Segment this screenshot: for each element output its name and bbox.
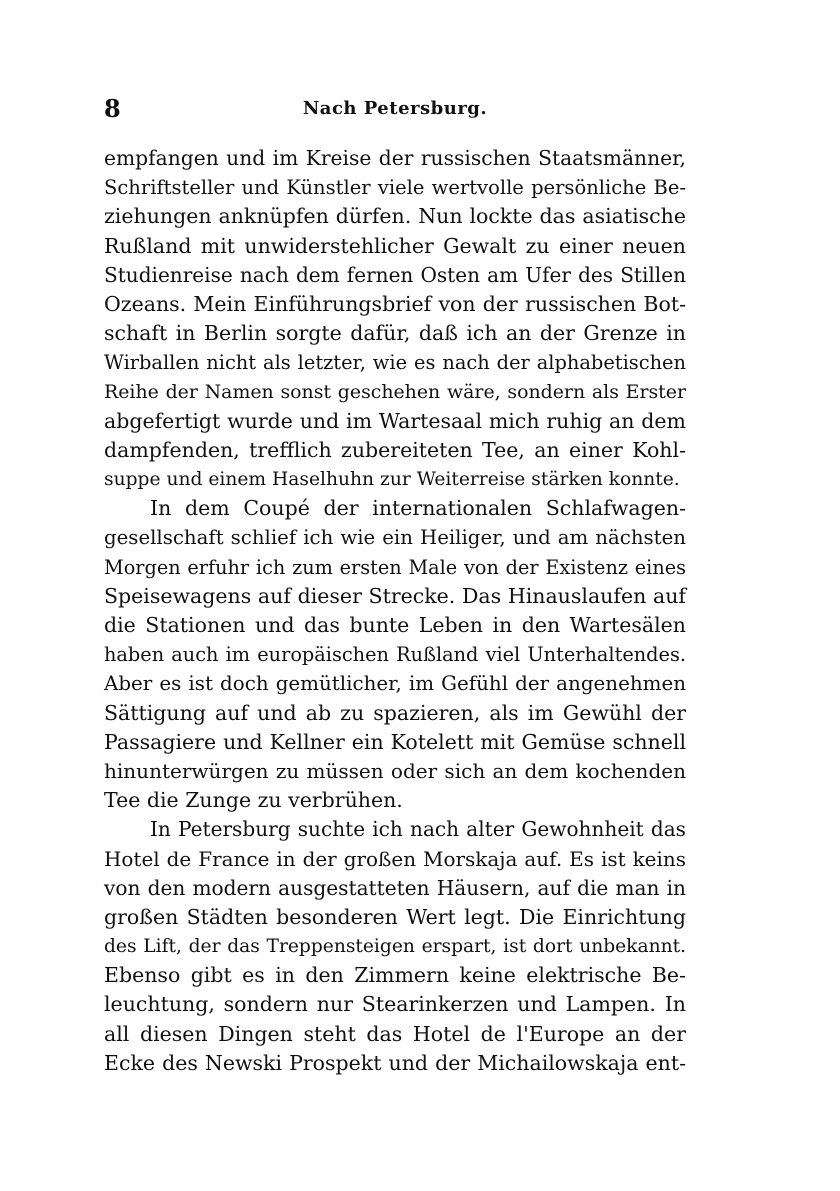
text-line: Passagiere und Kellner ein Kotelett mit Gemüse schnell xyxy=(104,729,686,754)
text-line: Rußland mit unwiderstehlicher Gewalt zu einer neuen xyxy=(104,233,686,258)
text-line: ziehungen anknüpfen dürfen. Nun lockte das asiatische xyxy=(104,204,686,229)
text-line: Hotel de France in der großen Morskaja auf. Es ist keins xyxy=(104,846,686,871)
text-line: großen Städten besonderen Wert legt. Die Einrichtung xyxy=(104,904,686,929)
text-line: haben auch im europäischen Rußland viel Unterhaltendes. xyxy=(104,643,686,667)
text-line: Ozeans. Mein Einführungsbrief von der russischen Bot- xyxy=(104,291,686,316)
page-number: 8 xyxy=(104,94,121,123)
text-line: Reihe der Namen sonst geschehen wäre, sondern als Erster xyxy=(104,380,686,403)
text-line: Schriftsteller und Künstler viele wertvolle persönliche Be- xyxy=(104,176,686,200)
text-line: Ebenso gibt es in den Zimmern keine elektrische Be- xyxy=(104,963,686,988)
text-line: leuchtung, sondern nur Stearinkerzen und Lampen. In xyxy=(104,992,686,1017)
text-line: Wirballen nicht als letzter, wie es nach der alphabetischen xyxy=(104,351,686,375)
text-line: Morgen erfuhr ich zum ersten Male von der Existenz eines xyxy=(104,555,686,579)
text-line: gesellschaft schlief ich wie ein Heiliger, und am nächsten xyxy=(104,526,686,550)
text-line: Sättigung auf und ab zu spazieren, als im Gewühl der xyxy=(104,700,686,725)
text-line: des Lift, der das Treppensteigen erspart, ist dort unbekannt. xyxy=(104,936,686,958)
text-line: Ecke des Newski Prospekt und der Michailowskaja ent- xyxy=(104,1050,686,1075)
text-line: suppe und einem Haselhuhn zur Weiterreise stärken konnte. xyxy=(104,469,680,491)
text-line: dampfenden, trefflich zubereiteten Tee, an einer Kohl- xyxy=(104,437,686,462)
text-line: Speisewagens auf dieser Strecke. Das Hinauslaufen auf xyxy=(104,583,686,608)
text-line: empfangen und im Kreise der russischen Staatsmänner, xyxy=(104,146,686,170)
text-line: Studienreise nach dem fernen Osten am Ufer des Stillen xyxy=(104,262,686,287)
text-line: von den modern ausgestatteten Häusern, auf die man in xyxy=(104,875,686,900)
text-line: schaft in Berlin sorgte dafür, daß ich an der Grenze in xyxy=(104,321,686,346)
text-line: In Petersburg suchte ich nach alter Gewohnheit das xyxy=(150,817,686,842)
text-line: In dem Coupé der internationalen Schlafwagen- xyxy=(150,496,686,521)
body-text xyxy=(104,144,686,1078)
running-head xyxy=(104,90,686,130)
text-line: die Stationen und das bunte Leben in den Wartesälen xyxy=(104,613,686,637)
text-line: Tee die Zunge zu verbrühen. xyxy=(104,788,403,813)
text-line: abgefertigt wurde und im Wartesaal mich ruhig an dem xyxy=(104,408,686,433)
text-line: all diesen Dingen steht das Hotel de l'Europe an der xyxy=(104,1021,686,1046)
running-title: Nach Petersburg. xyxy=(302,98,488,119)
text-line: Aber es ist doch gemütlicher, im Gefühl der angenehmen xyxy=(104,672,686,696)
text-line: hinunterwürgen zu müssen oder sich an dem kochenden xyxy=(104,758,686,783)
